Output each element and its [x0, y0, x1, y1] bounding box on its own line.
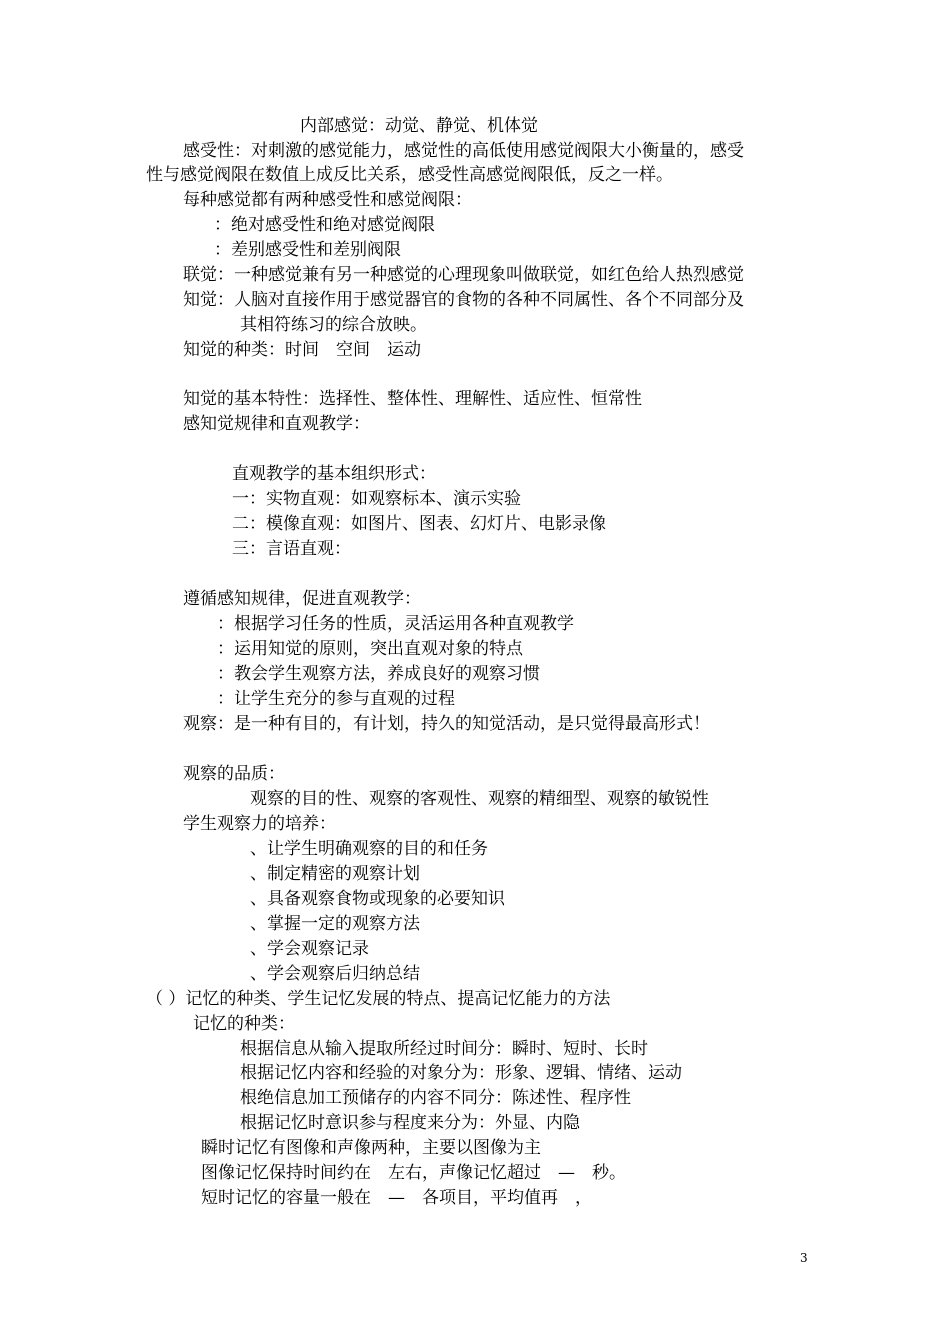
line-follow-3: ：教会学生观察方法，养成良好的观察习惯: [217, 664, 540, 684]
line-training-2: 、制定精密的观察计划: [250, 864, 420, 884]
line-perception-cont: 其相符练习的综合放映。: [240, 315, 427, 335]
line-sensitivity: 感受性：对刺激的感觉能力，感觉性的高低使用感觉阀限大小衡量的，感受: [183, 141, 744, 161]
line-follow-2: ：运用知觉的原则，突出直观对象的特点: [217, 639, 523, 659]
line-follow-1: ：根据学习任务的性质，灵活运用各种直观教学: [217, 614, 574, 634]
line-observation: 观察：是一种有目的，有计划，持久的知觉活动，是只觉得最高形式！: [183, 714, 710, 734]
line-two-sensitivities: 每种感觉都有两种感受性和感觉阀限：: [183, 190, 472, 210]
line-synesthesia: 联觉：一种感觉兼有另一种感觉的心理现象叫做联觉，如红色给人热烈感觉: [183, 265, 744, 285]
line-training-1: 、让学生明确观察的目的和任务: [250, 839, 488, 859]
line-intuitive-1: 一：实物直观：如观察标本、演示实验: [232, 489, 521, 509]
line-sensory-memory: 瞬时记忆有图像和声像两种，主要以图像为主: [201, 1138, 541, 1158]
line-perception: 知觉：人脑对直接作用于感觉器官的食物的各种不同属性、各个不同部分及: [183, 290, 744, 310]
line-memory-type-4: 根据记忆时意识参与程度来分为：外显、内隐: [240, 1113, 580, 1133]
line-memory-type-2: 根据记忆内容和经验的对象分为：形象、逻辑、情绪、运动: [240, 1063, 682, 1083]
line-intuitive-3: 三：言语直观：: [232, 539, 351, 559]
line-memory-type-3: 根绝信息加工预储存的内容不同分：陈述性、程序性: [240, 1088, 631, 1108]
line-training-6: 、学会观察后归纳总结: [250, 964, 420, 984]
line-image-memory: 图像记忆保持时间约在 左右，声像记忆超过 — 秒。: [201, 1163, 626, 1183]
line-intuitive-forms: 直观教学的基本组织形式：: [232, 464, 436, 484]
line-memory-types: 记忆的种类：: [193, 1014, 295, 1034]
page-number: 3: [800, 1251, 808, 1265]
line-perception-features: 知觉的基本特性：选择性、整体性、理解性、适应性、恒常性: [183, 389, 642, 409]
line-absolute-sensitivity: ：绝对感受性和绝对感觉阀限: [214, 215, 435, 235]
line-follow-4: ：让学生充分的参与直观的过程: [217, 689, 455, 709]
line-training-3: 、具备观察食物或现象的必要知识: [250, 889, 505, 909]
line-perception-rules: 感知觉规律和直观教学：: [183, 414, 370, 434]
line-training-5: 、学会观察记录: [250, 939, 369, 959]
line-intuitive-2: 二：模像直观：如图片、图表、幻灯片、电影录像: [232, 514, 606, 534]
line-observation-quality-list: 观察的目的性、观察的客观性、观察的精细型、观察的敏锐性: [250, 789, 709, 809]
line-memory-type-1: 根据信息从输入提取所经过时间分：瞬时、短时、长时: [240, 1039, 648, 1059]
line-perception-types: 知觉的种类：时间 空间 运动: [183, 340, 421, 360]
line-observation-quality: 观察的品质：: [183, 764, 285, 784]
line-observation-training: 学生观察力的培养：: [183, 814, 336, 834]
line-internal-sense: 内部感觉：动觉、静觉、机体觉: [300, 116, 538, 136]
line-training-4: 、掌握一定的观察方法: [250, 914, 420, 934]
line-follow-rules: 遵循感知规律，促进直观教学：: [183, 589, 421, 609]
line-memory-heading: （ ）记忆的种类、学生记忆发展的特点、提高记忆能力的方法: [146, 989, 611, 1009]
line-sensitivity-cont: 性与感觉阀限在数值上成反比关系，感受性高感觉阀限低，反之一样。: [146, 165, 673, 185]
line-difference-sensitivity: ：差别感受性和差别阀限: [214, 240, 401, 260]
line-short-term-memory: 短时记忆的容量一般在 — 各项目，平均值再 ，: [201, 1188, 592, 1208]
